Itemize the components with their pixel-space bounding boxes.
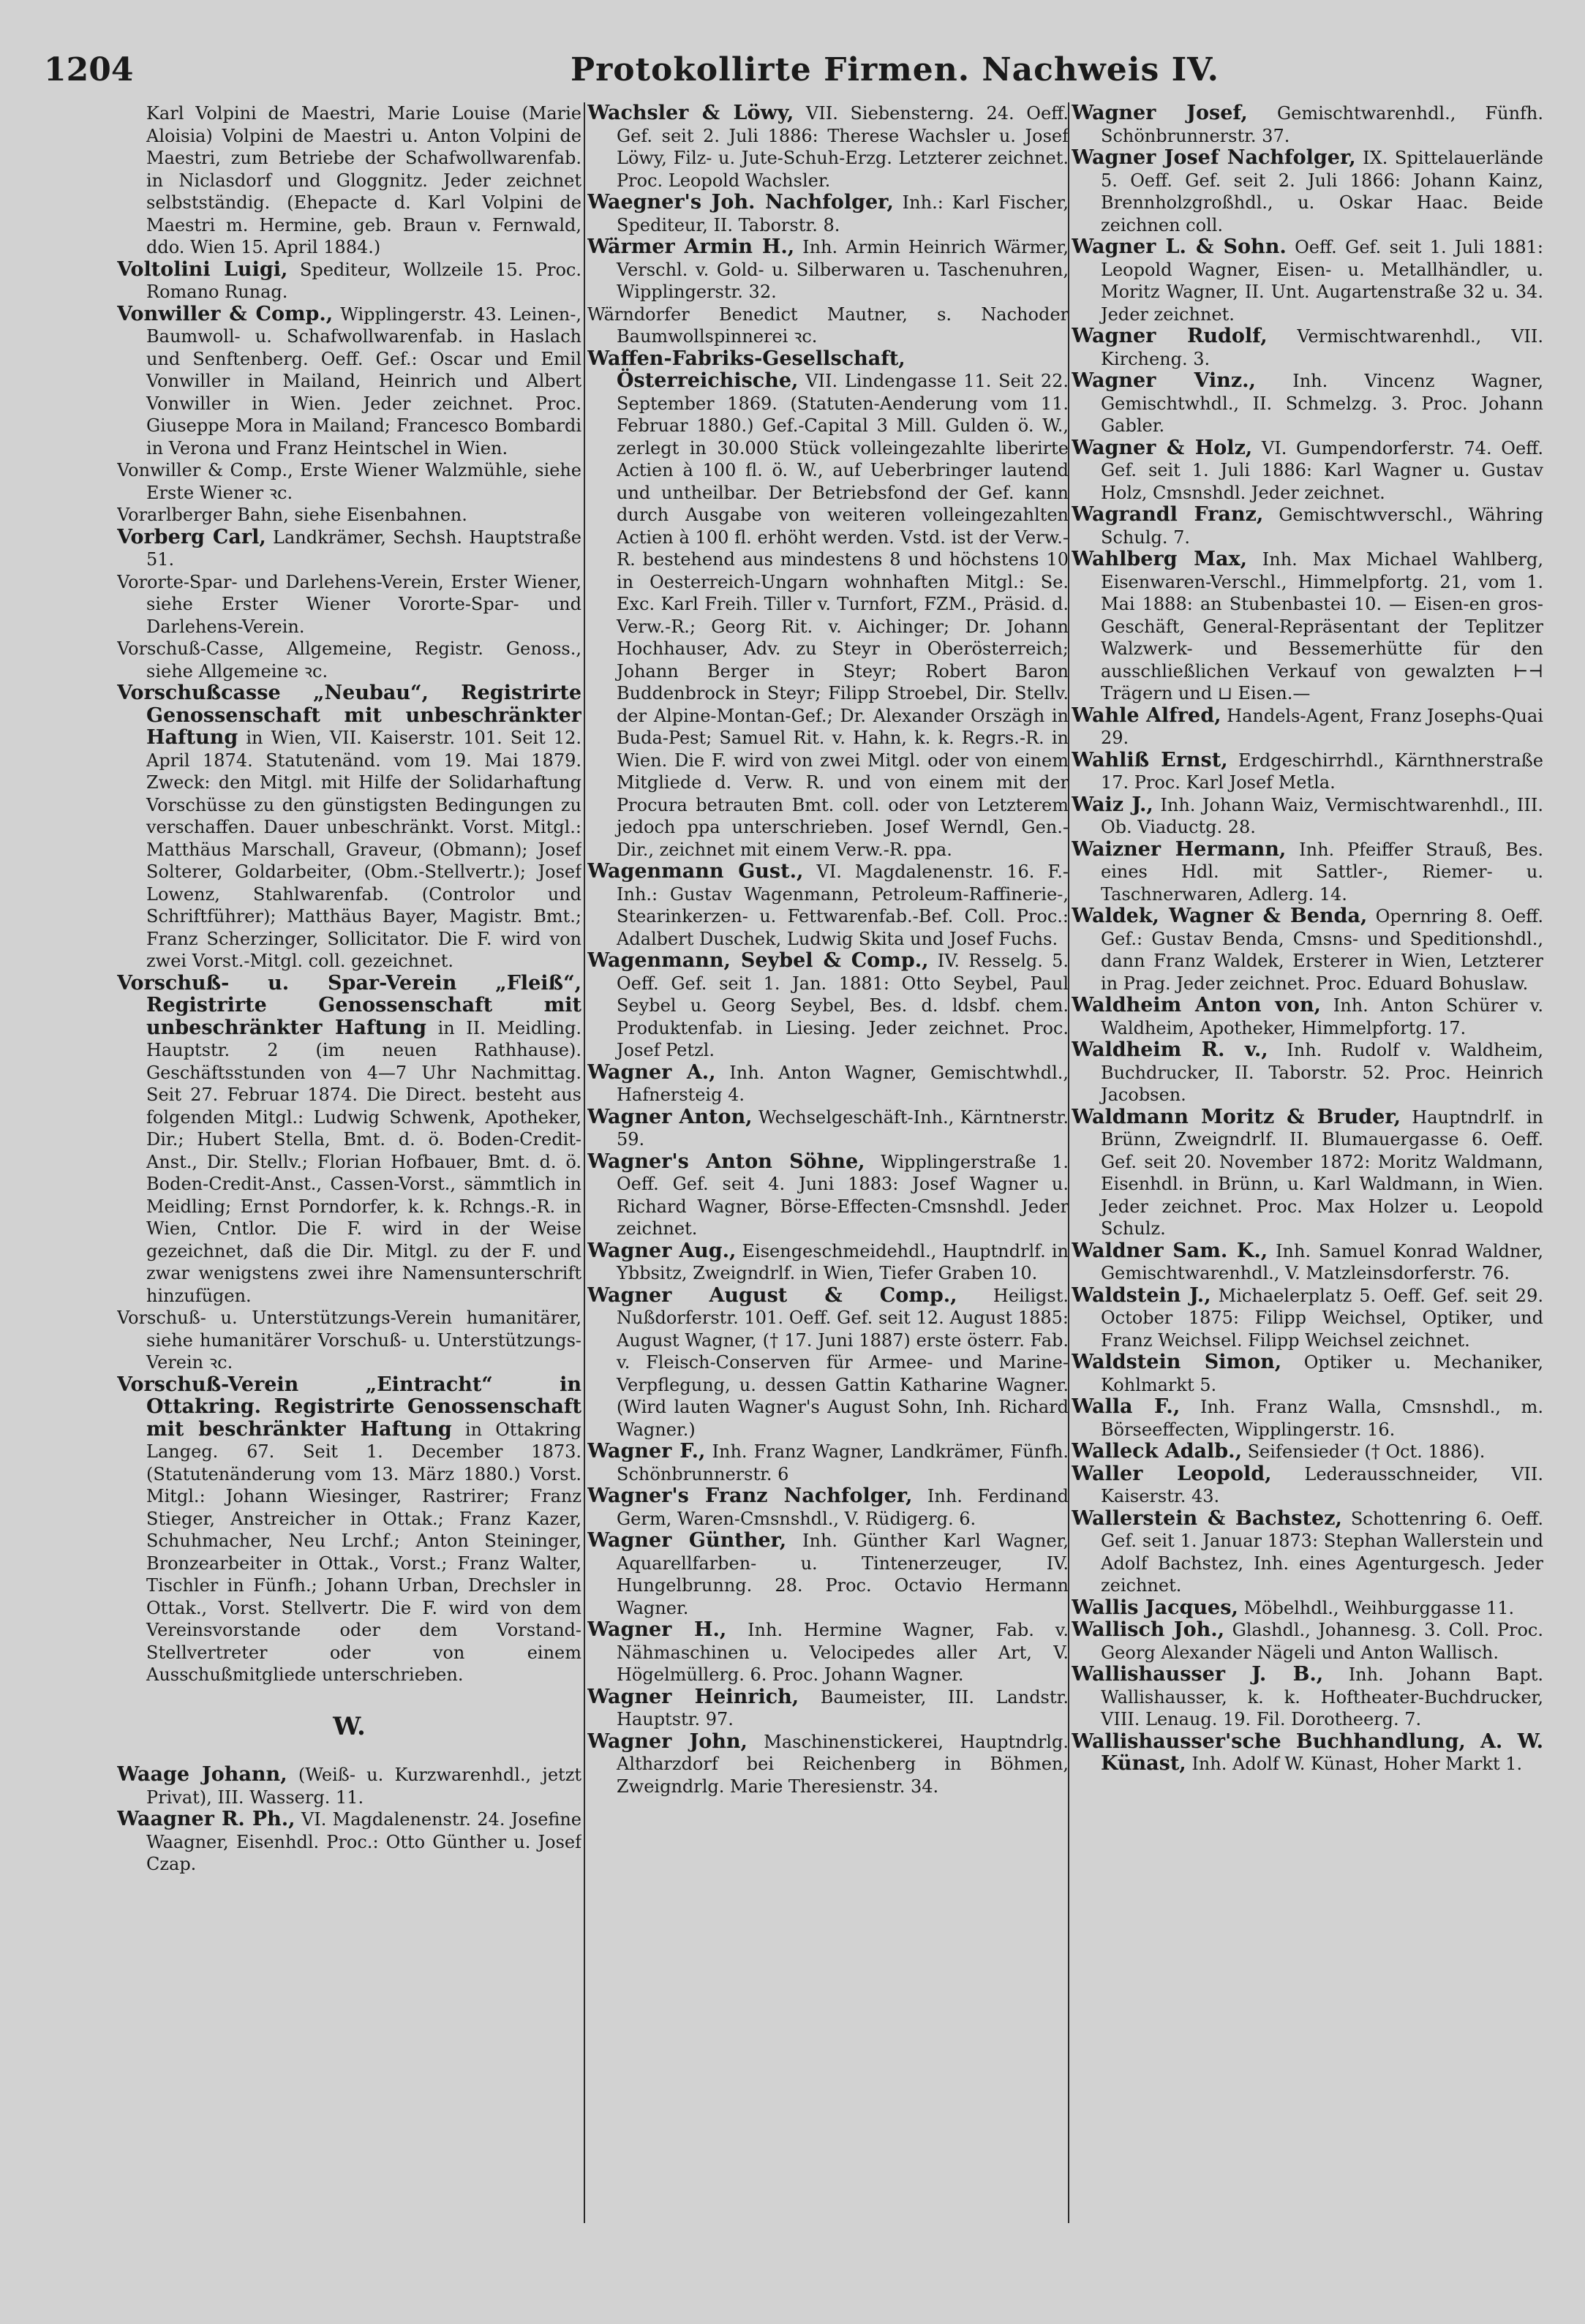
firm-details: Heiligst. Nußdorferstr. 101. Oeff. Gef. seit 12. August 1885: August Wagner, († 17. Juni 1887) erste österr. Fab. v. Fleisch-Conserven für Armee- und Marine-Verpflegung, u. dessen Gattin Katharine Wagner. (Wird lauten Wagner's August Sohn, Inh. Richard Wagner.)	[617, 1285, 1069, 1440]
firm-name: Wagner L. & Sohn.	[1072, 235, 1287, 258]
firm-name: Wagner A.,	[587, 1060, 716, 1084]
firm-details: Inh. Adolf W. Künast, Hoher Markt 1.	[1191, 1754, 1523, 1774]
firm-name: Vorschußcasse „Neubau“, Registrirte Genossenschaft mit unbeschränkter Haftung	[117, 682, 581, 749]
firm-details: Wipplingerstraße 1. Oeff. Gef. seit 4. Juni 1883: Josef Wagner u. Richard Wagner, Börse-Effecten-Cmsnshdl. Jeder zeichnet.	[617, 1151, 1069, 1239]
directory-entry	[587, 192, 1069, 236]
firm-details: Gemischtwarenhdl., Fünfh. Schönbrunnerstr. 37.	[1101, 103, 1543, 146]
firm-details: Schottenring 6. Oeff. Gef. seit 1. Januar 1873: Stephan Wallerstein und Adolf Bachstez, Inh. eines Agenturgesch. Jeder zeichnet.	[1101, 1508, 1543, 1596]
directory-entry	[1072, 794, 1543, 839]
firm-name: Wagner's Franz Nachfolger,	[587, 1484, 913, 1507]
firm-details: Inh. Rudolf v. Waldheim, Buchdrucker, II. Taborstr. 52. Proc. Heinrich Jacobsen.	[1101, 1040, 1543, 1105]
directory-entry	[587, 1285, 1069, 1441]
firm-details: Handels-Agent, Franz Josephs-Quai 29.	[1101, 705, 1543, 748]
firm-details: (Weiß- u. Kurzwarenhdl., jetzt Privat), III. Wasserg. 11.	[146, 1765, 581, 1808]
firm-details: Optiker u. Mechaniker, Kohlmarkt 5.	[1101, 1352, 1543, 1395]
directory-entry	[1072, 236, 1543, 325]
directory-entry	[587, 348, 1069, 861]
firm-name: Waldek, Wagner & Benda,	[1072, 905, 1368, 927]
directory-entry	[117, 571, 581, 638]
firm-name: Wallerstein & Bachstez,	[1072, 1506, 1342, 1530]
firm-name: Wärmer Armin H.,	[587, 235, 795, 258]
page-header	[44, 51, 1536, 110]
firm-details: Vermischtwarenhdl., VII. Kircheng. 3.	[1101, 326, 1543, 369]
directory-entry	[587, 861, 1069, 950]
firm-name: Wagner Anton,	[587, 1105, 753, 1128]
directory-entry	[1072, 1463, 1543, 1508]
firm-name: Wahlberg Max,	[1072, 548, 1247, 570]
firm-name: Walleck Adalb.,	[1072, 1440, 1242, 1463]
firm-details: Inh. Hermine Wagner, Fab. v. Nähmaschinen u. Velocipedes aller Art, V. Högelmüllerg. 6. Proc. Johann Wagner.	[617, 1620, 1069, 1685]
firm-details: in Wien, VII. Kaiserstr. 101. Seit 12. April 1874. Statutenänd. vom 19. Mai 1879. Zweck: den Mitgl. mit Hilfe der Solidarhaftung Vorschüsse zu den günstigsten Bedingungen zu verschaffen. Dauer unbeschränkt. Vorst. Mitgl.: Matthäus Marschall, Graveur, (Obmann); Josef Solterer, Goldarbeiter, (Obm.-Stellvertr.); Josef Lowenz, Stahlwarenfab. (Controlor und Schriftführer); Matthäus Bayer, Magistr. Bmt.; Franz Scherzinger, Sollicitator. Die F. wird von zwei Vorst.-Mitgl. coll. gezeichnet.	[146, 728, 581, 971]
firm-details: Inh. Max Michael Wahlberg, Eisenwaren-Verschl., Himmelpfortg. 21, vom 1. Mai 1888: an Stubenbastei 10. — Eisen-en gros-Geschäft, General-Repräsentant der Teplitzer Walzwerk- und Bessemerhütte für den ausschließlichen Verkauf von gewalzten ⊢⊣ Trägern und ⊔ Eisen.—	[1101, 549, 1543, 703]
directory-entry	[1072, 1731, 1543, 1776]
firm-details: Karl Volpini de Maestri, Marie Louise (Marie Aloisia) Volpini de Maestri u. Anton Volpini de Maestri, zum Betriebe der Schafwollwarenfab. in Niclasdorf und Gloggnitz. Jeder zeichnet selbstständig. (Ehepacte d. Karl Volpini de Maestri m. Hermine, geb. Braun v. Fernwald, ddo. Wien 15. April 1884.)	[146, 103, 581, 257]
firm-details: Inh. Samuel Konrad Waldner, Gemischtwarenhdl., V. Matzleinsdorferstr. 76.	[1101, 1240, 1543, 1283]
firm-name: Wagner F.,	[587, 1440, 706, 1463]
firm-details: Inh. Pfeiffer Strauß, Bes. eines Hdl. mit Sattler-, Riemer- u. Taschnerwaren, Adlerg. 14.	[1101, 839, 1543, 905]
firm-name: Waldheim Anton von,	[1072, 994, 1321, 1016]
firm-details: IX. Spittelauerlände 5. Oeff. Gef. seit 2. Juli 1866: Johann Kainz, Brennholzgroßhdl., u. Oskar Haac. Beide zeichnen coll.	[1101, 148, 1543, 235]
directory-entry	[1072, 1441, 1543, 1463]
directory-entry	[1072, 1106, 1543, 1240]
directory-entry	[1072, 839, 1543, 906]
directory-entry	[1072, 102, 1543, 147]
firm-name: Wagner Aug.,	[587, 1239, 737, 1262]
directory-entry	[117, 638, 581, 682]
directory-entry	[117, 1764, 581, 1808]
directory-entry	[587, 1106, 1069, 1151]
directory-entry	[587, 1240, 1069, 1285]
directory-entry	[117, 459, 581, 504]
firm-details: in Ottakring Langeg. 67. Seit 1. December 1873. (Statutenänderung vom 13. März 1880.) Vorst. Mitgl.: Johann Wiesinger, Rastrirer; Franz Stieger, Anstreicher in Ottak.; Franz Kazer, Schuhmacher, Neu Lrchf.; Anton Steininger, Bronzearbeiter in Ottak., Vorst.; Franz Walter, Tischler in Fünfh.; Johann Urban, Drechsler in Ottak., Vorst. Stellvertr. Die F. wird von dem Vereinsvorstande oder dem Vorstand-Stellvertreter oder von einem Ausschußmitgliede unterschrieben.	[146, 1419, 581, 1685]
firm-details: Seifensieder († Oct. 1886).	[1247, 1441, 1486, 1462]
firm-details: Vorschuß-Casse, Allgemeine, Registr. Genoss., siehe Allgemeine ꝛc.	[117, 638, 581, 682]
directory-entry	[1072, 1508, 1543, 1597]
directory-entry	[587, 1441, 1069, 1485]
firm-name: Wagner Vinz.,	[1072, 369, 1256, 392]
firm-name: Vorschuß- u. Spar-Verein „Fleiß“, Registrirte Genossenschaft mit unbeschränkter Haftung	[117, 971, 581, 1039]
firm-details: Baumeister, III. Landstr. Hauptstr. 97.	[617, 1686, 1069, 1729]
firm-name: Vorberg Carl,	[117, 525, 266, 548]
column-1	[117, 102, 581, 2289]
directory-entry	[1072, 1240, 1543, 1285]
column-2	[587, 102, 1069, 2289]
firm-details: VII. Siebensterng. 24. Oeff. Gef. seit 2. Juli 1886: Therese Wachsler u. Josef Löwy, Filz- u. Jute-Schuh-Erzg. Letzterer zeichnet. Proc. Leopold Wachsler.	[617, 103, 1069, 191]
directory-entry	[587, 303, 1069, 348]
firm-details: Inh. Franz Wagner, Landkrämer, Fünfh. Schönbrunnerstr. 6	[617, 1441, 1069, 1484]
firm-name: Wahle Alfred,	[1072, 703, 1221, 727]
firm-name: Waldmann Moritz & Bruder,	[1072, 1105, 1401, 1128]
firm-details: Vorschuß- u. Unterstützungs-Verein humanitärer, siehe humanitärer Vorschuß- u. Unterstützungs-Verein ꝛc.	[117, 1308, 581, 1373]
directory-entry	[587, 1686, 1069, 1731]
directory-entry	[1072, 504, 1543, 548]
firm-details: Opernring 8. Oeff. Gef.: Gustav Benda, Cmsns- und Speditionshdl., dann Franz Waldek, Ersterer in Wien, Letzterer in Prag. Jeder zeichnet. Proc. Eduard Bohuslaw.	[1101, 906, 1543, 994]
firm-name: Waldheim R. v.,	[1072, 1038, 1268, 1061]
directory-entry	[1072, 548, 1543, 705]
directory-entry	[117, 682, 581, 973]
firm-details: Inh. Günther Karl Wagner, Aquarellfarben- u. Tintenerzeuger, IV. Hungelbrunng. 28. Proc. Octavio Hermann Wagner.	[617, 1531, 1069, 1618]
directory-entry	[117, 1374, 581, 1686]
directory-entry	[587, 1062, 1069, 1106]
firm-name: Wahliß Ernst,	[1072, 748, 1228, 771]
directory-entry	[1072, 1664, 1543, 1731]
firm-details: Glashdl., Johannesg. 3. Coll. Proc. Georg Alexander Nägeli und Anton Wallisch.	[1101, 1620, 1543, 1663]
firm-name: Waizner Hermann,	[1072, 837, 1287, 861]
firm-name: Wallishausser'sche Buchhandlung, A. W. Künast,	[1072, 1729, 1543, 1775]
directory-entry	[117, 973, 581, 1308]
firm-details: Eisengeschmeidehdl., Hauptndrlf. in Ybbsitz, Zweigndrlf. in Wien, Tiefer Graben 10.	[617, 1240, 1069, 1283]
firm-name: Waegner's Joh. Nachfolger,	[587, 191, 894, 214]
directory-entry	[117, 1808, 581, 1876]
directory-entry	[1072, 1396, 1543, 1441]
firm-details: Gemischtwverschl., Währing Schulg. 7.	[1101, 505, 1543, 548]
firm-details: Inh. Vincenz Wagner, Gemischtwhdl., II. Schmelzg. 3. Proc. Johann Gabler.	[1101, 371, 1543, 436]
directory-entry	[587, 1485, 1069, 1530]
firm-details: Inh.: Karl Fischer, Spediteur, II. Taborstr. 8.	[617, 192, 1069, 235]
firm-details: Wärndorfer Benedict Mautner, s. Nachoder Baumwollspinnerei ꝛc.	[587, 303, 1069, 347]
firm-name: Waagner R. Ph.,	[117, 1808, 295, 1830]
directory-entry	[1072, 1597, 1543, 1620]
page-number: 1204	[44, 51, 134, 88]
firm-details: Inh. Anton Wagner, Gemischtwhdl., Hafnersteig 4.	[617, 1062, 1069, 1105]
firm-name: Wagner Heinrich,	[587, 1685, 799, 1708]
directory-entry	[1072, 370, 1543, 437]
directory-entry	[587, 1731, 1069, 1798]
firm-name: Wagenmann Gust.,	[587, 860, 804, 883]
firm-details: Inh. Franz Walla, Cmsnshdl., m. Börseeffecten, Wipplingerstr. 16.	[1101, 1397, 1543, 1440]
firm-name: Vorschuß-Verein „Eintracht“ in Ottakring. Registrirte Genossenschaft mit beschränkter Haftung	[117, 1373, 581, 1441]
firm-name: Waffen-Fabriks-Gesellschaft, Österreichische,	[587, 347, 906, 392]
directory-entry	[587, 1619, 1069, 1686]
firm-name: Wagner Josef Nachfolger,	[1072, 146, 1356, 169]
directory-entry	[1072, 905, 1543, 995]
firm-details: Wipplingerstr. 43. Leinen-, Baumwoll- u. Schafwollwarenfab. in Haslach und Senftenberg. Oeff. Gef.: Oscar und Emil Vonwiller in Mailand, Heinrich und Albert Vonwiller in Wien. Jeder zeichnet. Proc. Giuseppe Mora in Mailand; Francesco Bombardi in Verona und Franz Heintschel in Wien.	[146, 303, 581, 459]
firm-details: Landkrämer, Sechsh. Hauptstraße 51.	[146, 527, 581, 570]
firm-name: Wagner August & Comp.,	[587, 1283, 957, 1307]
firm-name: Vonwiller & Comp.,	[117, 302, 334, 325]
firm-details: Wechselgeschäft-Inh., Kärntnerstr. 59.	[617, 1106, 1069, 1150]
firm-details: VI. Gumpendorferstr. 74. Oeff. Gef. seit 1. Juli 1886: Karl Wagner u. Gustav Holz, Cmsnshdl. Jeder zeichnet.	[1101, 437, 1543, 503]
firm-name: Walla F.,	[1072, 1395, 1181, 1418]
firm-details: Inh. Johann Waiz, Vermischtwarenhdl., III. Ob. Viaductg. 28.	[1101, 794, 1543, 837]
firm-details: VI. Magdalenenstr. 16. F.-Inh.: Gustav Wagenmann, Petroleum-Raffinerie-, Stearinkerzen- u. Fettwarenfab.-Bef. Coll. Proc.: Adalbert Duschek, Ludwig Skita und Josef Fuchs.	[617, 861, 1069, 949]
directory-entry	[117, 1307, 581, 1374]
firm-details: in II. Meidling. Hauptstr. 2 (im neuen Rathhause). Geschäftsstunden von 4—7 Uhr Nachmittag. Seit 27. Februar 1874. Die Direct. besteht aus folgenden Mitgl.: Ludwig Schwenk, Apotheker, Dir.; Hubert Stella, Bmt. d. ö. Boden-Credit-Anst., Dir. Stellv.; Florian Hofbauer, Bmt. d. ö. Boden-Credit-Anst., Cassen-Vorst., sämmtlich in Meidling; Ernst Porndorfer, k. k. Rchngs.-R. in Wien, Cntlor. Die F. wird in der Weise gezeichnet, daß die Dir. Mitgl. zu der F. und zwar wenigstens zwei ihre Namensunterschrift hinzufügen.	[146, 1017, 581, 1306]
firm-name: Wagenmann, Seybel & Comp.,	[587, 949, 929, 972]
directory-entry	[1072, 1619, 1543, 1664]
firm-details: Vonwiller & Comp., Erste Wiener Walzmühle, siehe Erste Wiener ꝛc.	[117, 460, 581, 503]
directory-entry	[1072, 1285, 1543, 1352]
firm-name: Waldstein Simon,	[1072, 1351, 1282, 1373]
directory-entry	[117, 504, 581, 527]
firm-name: Waldstein J.,	[1072, 1283, 1211, 1307]
directory-entry	[117, 527, 581, 571]
directory-entry	[1072, 1039, 1543, 1106]
directory-entry	[117, 303, 581, 460]
column-divider	[584, 102, 585, 2223]
firm-name: Wagner Günther,	[587, 1529, 787, 1552]
firm-name: Wallisch Joh.,	[1072, 1618, 1225, 1641]
firm-details: Inh. Ferdinand Germ, Waren-Cmsnshdl., V. Rüdigerg. 6.	[617, 1486, 1069, 1529]
directory-entry	[587, 236, 1069, 303]
firm-name: Wagner & Holz,	[1072, 436, 1253, 459]
firm-name: Waldner Sam. K.,	[1072, 1239, 1268, 1262]
directory-entry	[1072, 705, 1543, 750]
firm-name: Wagner Josef,	[1072, 102, 1248, 124]
firm-details: VII. Lindengasse 11. Seit 22. September 1869. (Statuten-Aenderung vom 11. Februar 1880.) Gef.-Capital 3 Mill. Gulden ö. W., zerlegt in 30.000 Stück volleingezahlte liberirte Actien à 100 fl. ö. W., auf Ueberbringer lautend und untheilbar. Der Betriebsfond der Gef. kann durch Ausgabe von weiteren volleingezahlten Actien à 100 fl. erhöht werden. Vstd. ist der Verw.-R. bestehend aus mindestens 8 und höchstens 10 in Oesterreich-Ungarn wohnhaften Mitgl.: Se. Exc. Karl Freih. Tiller v. Turnfort, FZM., Präsid. d. Verw.-R.; Georg Rit. v. Aichinger; Dr. Johann Hochhauser, Adv. zu Steyr in Oberösterreich; Johann Berger in Steyr; Robert Baron Buddenbrock in Steyr; Filipp Stroebel, Dir. Stellv. der Alpine-Montan-Gef.; Dr. Alexander Orszägh in Buda-Pest; Samuel Rit. v. Hahn, k. k. Regrs.-R. in Wien. Die F. wird von zwei Mitgl. oder von einem Mitgliede d. Verw. R. und von einem mit der Procura betrauten Bmt. coll. oder von Letzterem jedoch ppa unterschrieben. Josef Werndl, Gen.-Dir., zeichnet mit einem Verw.-R. ppa.	[617, 371, 1069, 860]
directory-entry	[587, 102, 1069, 192]
directory-entry	[1072, 750, 1543, 794]
directory-entry	[1072, 437, 1543, 505]
firm-name: Voltolini Luigi,	[117, 257, 288, 281]
firm-details: Inh. Johann Bapt. Wallishausser, k. k. Hoftheater-Buchdrucker, VIII. Lenaug. 19. Fil. Dorotheerg. 7.	[1101, 1664, 1543, 1729]
directory-entry	[1072, 995, 1543, 1039]
firm-name: Wachsler & Löwy,	[587, 102, 794, 124]
firm-name: Wallis Jacques,	[1072, 1596, 1238, 1619]
directory-entry	[1072, 147, 1543, 236]
firm-details: Maschinenstickerei, Hauptndrlg. Altharzdorf bei Reichenberg in Böhmen, Zweigndrlg. Marie Theresienstr. 34.	[617, 1731, 1069, 1797]
firm-name: Wagner's Anton Söhne,	[587, 1150, 865, 1173]
directory-entry	[117, 102, 581, 259]
firm-name: Waiz J.,	[1072, 793, 1153, 816]
directory-entry	[587, 1530, 1069, 1619]
directory-entry	[1072, 1351, 1543, 1396]
firm-name: Wagner John,	[587, 1729, 748, 1753]
firm-details: Vororte-Spar- und Darlehens-Verein, Erster Wiener, siehe Erster Wiener Vororte-Spar- und Darlehens-Verein.	[117, 571, 581, 637]
firm-details: Oeff. Gef. seit 1. Juli 1881: Leopold Wagner, Eisen- u. Metallhändler, u. Moritz Wagner, II. Unt. Augartenstraße 32 u. 34. Jeder zeichnet.	[1101, 237, 1543, 325]
firm-details: Lederausschneider, VII. Kaiserstr. 43.	[1101, 1463, 1543, 1506]
section-letter-heading: W.	[333, 1711, 366, 1741]
firm-details: Spediteur, Wollzeile 15. Proc. Romano Runag.	[146, 259, 581, 302]
firm-name: Wagner H.,	[587, 1618, 727, 1641]
firm-name: Waller Leopold,	[1072, 1462, 1272, 1485]
firm-details: VI. Magdalenenstr. 24. Josefine Waagner, Eisenhdl. Proc.: Otto Günther u. Josef Czap.	[146, 1809, 581, 1874]
directory-entry	[1072, 325, 1543, 370]
firm-details: IV. Resselg. 5. Oeff. Gef. seit 1. Jan. 1881: Otto Seybel, Paul Seybel u. Georg Seybel, Bes. d. ldsbf. chem. Produktenfab. in Liesing. Jeder zeichnet. Proc. Josef Petzl.	[617, 951, 1069, 1060]
running-title: Protokollirte Firmen. Nachweis IV.	[571, 51, 1219, 88]
firm-name: Wallishausser J. B.,	[1072, 1663, 1324, 1686]
firm-details: Möbelhdl., Weihburggasse 11.	[1243, 1597, 1515, 1618]
directory-entry	[587, 1151, 1069, 1240]
directory-entry	[587, 950, 1069, 1062]
firm-details: Michaelerplatz 5. Oeff. Gef. seit 29. October 1875: Filipp Weichsel, Optiker, und Franz Weichsel. Filipp Weichsel zeichnet.	[1101, 1285, 1543, 1351]
firm-name: Wagner Rudolf,	[1072, 325, 1268, 347]
column-3	[1072, 102, 1543, 2289]
firm-details: Erdgeschirrhdl., Kärnthnerstraße 17. Proc. Karl Josef Metla.	[1101, 750, 1543, 793]
firm-details: Hauptndrlf. in Brünn, Zweigndrlf. II. Blumauergasse 6. Oeff. Gef. seit 20. November 1872: Moritz Waldmann, Eisenhdl. in Brünn, u. Karl Waldmann, in Wien. Jeder zeichnet. Proc. Max Holzer u. Leopold Schulz.	[1101, 1106, 1543, 1239]
directory-entry	[117, 259, 581, 303]
firm-name: Wagrandl Franz,	[1072, 503, 1264, 526]
firm-details: Vorarlberger Bahn, siehe Eisenbahnen.	[117, 505, 467, 525]
firm-name: Waage Johann,	[117, 1763, 287, 1786]
firm-details: Inh. Armin Heinrich Wärmer, Verschl. v. Gold- u. Silberwaren u. Taschenuhren, Wipplingerstr. 32.	[617, 237, 1069, 302]
firm-details: Inh. Anton Schürer v. Waldheim, Apotheker, Himmelpfortg. 17.	[1101, 995, 1543, 1038]
